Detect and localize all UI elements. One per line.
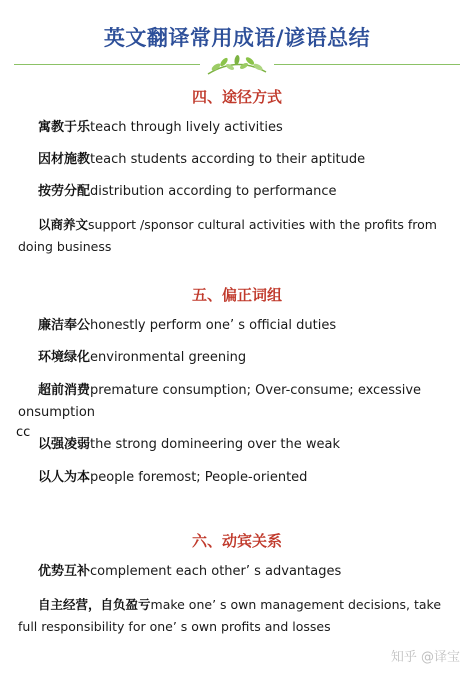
section-heading: 六、动宾关系 [191,532,282,550]
leaf-ornament-icon [200,52,274,80]
phrase-english: teach through lively activities [90,120,283,135]
phrase-english-continued: full responsibility for one’ s own profits and losses [18,619,331,634]
section-heading: 五、偏正词组 [191,286,282,304]
phrase-english: complement each other’ s advantages [90,564,342,579]
section-heading: 四、途径方式 [191,88,282,106]
phrase-chinese: 因材施教 [38,152,91,167]
phrase-english: make one’ s own management decisions, take [150,597,442,612]
phrase-chinese: 环境绿化 [38,350,91,365]
phrase-english: support /sponsor cultural activities with the profits from [88,217,437,232]
list-item [18,594,463,638]
phrase-chinese: 优势互补 [38,564,91,579]
list-item [18,181,463,203]
phrase-chinese: 以商养文 [38,217,89,232]
phrase-english: the strong domineering over the weak [90,437,340,452]
phrase-chinese: 超前消费 [38,383,91,398]
phrase-english-continued: onsumption [18,405,96,420]
phrase-chinese: 以强凌弱 [38,437,91,452]
phrase-english-continued: doing business [18,239,112,254]
list-item [18,149,463,171]
watermark: 知乎 @译宝 [390,650,460,665]
phrase-chinese: 按劳分配 [38,184,91,199]
phrase-chinese: 寓教于乐 [38,120,91,135]
phrase-chinese: 自主经营，自负盈亏 [38,597,151,612]
phrase-english: premature consumption; Over-consume; excessive [90,383,422,398]
page-title: 英文翻译常用成语/谚语总结 [103,26,371,50]
list-item [18,315,463,337]
list-item [18,214,463,258]
list-item [18,561,463,583]
phrase-english: teach students according to their aptitude [90,152,366,167]
list-item [18,434,463,456]
list-item [18,117,463,139]
list-item [18,347,463,369]
phrase-chinese: 以人为本 [38,470,91,485]
phrase-english: people foremost; People-oriented [90,470,308,485]
list-item [18,467,463,489]
list-item [18,380,463,424]
phrase-chinese: 廉洁奉公 [38,318,91,333]
phrase-english: honestly perform one’ s official duties [90,318,337,333]
phrase-english: environmental greening [90,350,247,365]
edge-fragment: cc [16,425,31,440]
phrase-english: distribution according to performance [90,184,337,199]
